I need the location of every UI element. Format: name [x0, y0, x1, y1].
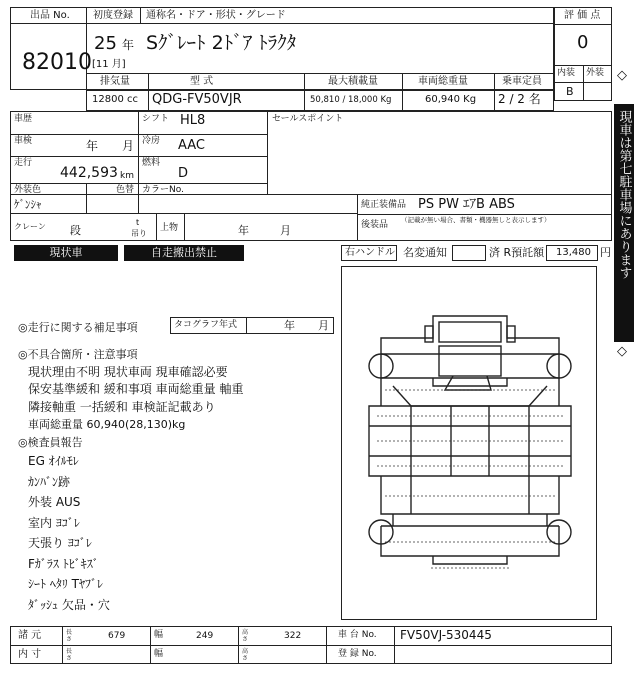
defect-line: 現状理由不明 現状車両 現車確認必要: [28, 364, 228, 379]
interior-dimensions-label: 内 寸: [18, 649, 42, 660]
cab-body: [381, 354, 559, 378]
score-label: 評 価 点: [564, 10, 601, 21]
dimensions-label: 諸 元: [18, 630, 42, 641]
windshield: [439, 346, 501, 376]
inspector-line: 室内 ﾖｺﾞﾚ: [28, 515, 80, 530]
ac-label: 冷房: [142, 136, 161, 146]
ac-value: AAC: [178, 138, 205, 153]
max-load-label: 最大積載量: [328, 76, 378, 87]
lot-label: 出品 No.: [30, 10, 70, 21]
fuel-label: 燃料: [142, 158, 161, 168]
inspection-label: 車検: [14, 136, 33, 146]
registration-year: 25: [94, 33, 117, 54]
shift-label: シフト: [142, 114, 170, 124]
supplement-header: ◎走行に関する補足事項: [18, 321, 138, 334]
side-banner: [614, 104, 634, 342]
height-value: 322: [284, 631, 302, 641]
type-label: 型 式: [190, 76, 214, 87]
crane-ton-unit: t: [136, 218, 140, 227]
current-state-badge: 現状車: [14, 245, 118, 261]
inspection-month-unit: 月: [122, 139, 135, 153]
first-registration-label: 初度登録: [93, 10, 133, 21]
equipment-value: PS PW ｴｱB ABS: [418, 197, 515, 212]
length-value: 679: [108, 631, 126, 641]
recycle-label: 済 R預託額: [489, 246, 545, 259]
sales-point-label: セールスポイント: [272, 114, 344, 124]
upper-body-label: 上物: [160, 223, 179, 233]
side-banner-bottom-mark: ◇: [617, 344, 627, 359]
exterior-color-label: 外装色: [14, 185, 42, 195]
handle-side: 右ハンドル: [345, 247, 395, 258]
defects-header: ◎不具合箇所・注意事項: [18, 348, 138, 361]
cab-outline: [381, 322, 559, 354]
inspector-line: ｼｰﾄ ﾍﾀﾘ Tﾔﾌﾞﾚ: [28, 577, 103, 591]
aftermarket-label: 後装品: [361, 220, 389, 230]
interior-grade-label: 内装: [557, 68, 576, 78]
recycle-amount: 13,480: [556, 247, 591, 258]
defect-line: 保安基準緩和 緩和事項 車両総重量 軸重: [28, 382, 244, 396]
mileage-label: 走行: [14, 158, 33, 168]
inspection-year-unit: 年: [86, 139, 99, 153]
aftermarket-note: （記載が無い場合、書類・機器無しと表示します）: [401, 216, 551, 224]
max-load-value: 50,810 / 18,000 Kg: [310, 95, 392, 105]
tachograph-month-unit: 月: [318, 319, 329, 332]
mirror-left-icon: [425, 326, 433, 342]
capacity-label: 乗車定員: [502, 76, 542, 87]
gross-weight-value: 60,940 Kg: [425, 94, 477, 105]
width-label: 幅: [154, 630, 164, 640]
defect-line: 車両総重量 60,940(28,130)kg: [28, 418, 186, 431]
side-banner-text: 現車は第七駐車場にあります: [616, 110, 632, 279]
upper-month-unit: 月: [280, 224, 291, 237]
displacement-label: 排気量: [100, 76, 130, 87]
gross-weight-label: 車両総重量: [418, 76, 468, 87]
chassis-number-label: 車 台 No.: [338, 630, 377, 640]
width-value: 249: [196, 631, 214, 641]
capacity-value: 2 / 2 名: [498, 92, 541, 106]
model-name: Sｸﾞﾚｰﾄ 2ﾄﾞｱ ﾄﾗｸﾀ: [146, 32, 297, 54]
side-banner-top-mark: ◇: [617, 68, 627, 83]
length-label: 長さ: [66, 629, 73, 643]
cab-roof: [433, 316, 507, 322]
defect-line: 隣接軸重 一括緩和 車検証記載あり: [28, 399, 216, 414]
mileage-value: 442,593: [60, 165, 118, 181]
cab-top-panel: [439, 322, 501, 342]
score-value: 0: [577, 32, 589, 53]
exterior-grade-label: 外装: [586, 68, 605, 78]
inspector-line: 外装 AUS: [28, 495, 81, 509]
crane-stage-unit: 段: [70, 224, 81, 237]
interior-length-label: 長さ: [66, 648, 73, 662]
mirror-right-icon: [507, 326, 515, 342]
chassis-number: FV50VJ-530445: [400, 628, 492, 642]
inspector-header: ◎検査員報告: [18, 435, 83, 449]
inspector-line: ﾀﾞｯｼｭ 欠品・穴: [28, 597, 110, 612]
tachograph-label: タコグラフ年式: [174, 320, 238, 330]
inspector-line: Fｶﾞﾗｽ ﾄﾋﾞｷｽﾞ: [28, 556, 99, 571]
lot-number: 82010: [22, 50, 92, 75]
name-change-label: 名変通知: [403, 246, 447, 259]
registration-month: [11 月]: [92, 59, 126, 70]
upper-year-unit: 年: [238, 224, 249, 237]
displacement-value: 12800 cc: [92, 94, 138, 105]
mileage-unit: km: [120, 171, 134, 181]
inspector-line: ｶﾝﾊﾞﾝ跡: [28, 474, 71, 489]
crane-hook-label: 吊り: [131, 229, 147, 238]
recycle-unit: 円: [600, 246, 611, 259]
registration-number-label: 登 録 No.: [338, 649, 377, 659]
model-header-label: 通称名・ドア・形状・グレード: [146, 10, 286, 21]
registration-year-unit: 年: [122, 38, 135, 52]
inspector-line: 天張り ﾖｺﾞﾚ: [28, 536, 92, 550]
history-label: 車歴: [14, 114, 33, 124]
interior-grade: B: [566, 85, 574, 98]
self-drive-prohibited-badge: 自走搬出禁止: [124, 245, 244, 261]
inspector-line: EG ｵｲﾙﾓﾚ: [28, 454, 79, 468]
height-label: 高さ: [242, 629, 249, 643]
tachograph-year-unit: 年: [284, 319, 295, 332]
interior-width-label: 幅: [154, 649, 164, 659]
model-code: QDG-FV50VJR: [152, 92, 242, 107]
shift-value: HL8: [180, 113, 206, 128]
color-code-label: カラーNo.: [142, 185, 184, 195]
equipment-label: 純正装備品: [361, 200, 407, 210]
truck-diagram: [341, 266, 597, 620]
fuel-value: D: [178, 166, 189, 181]
crane-label: クレーン: [14, 222, 46, 231]
exterior-color-value: ｹﾞﾝｼｬ: [14, 198, 42, 211]
color-change-label: 色替: [116, 185, 135, 195]
interior-height-label: 高さ: [242, 648, 249, 662]
